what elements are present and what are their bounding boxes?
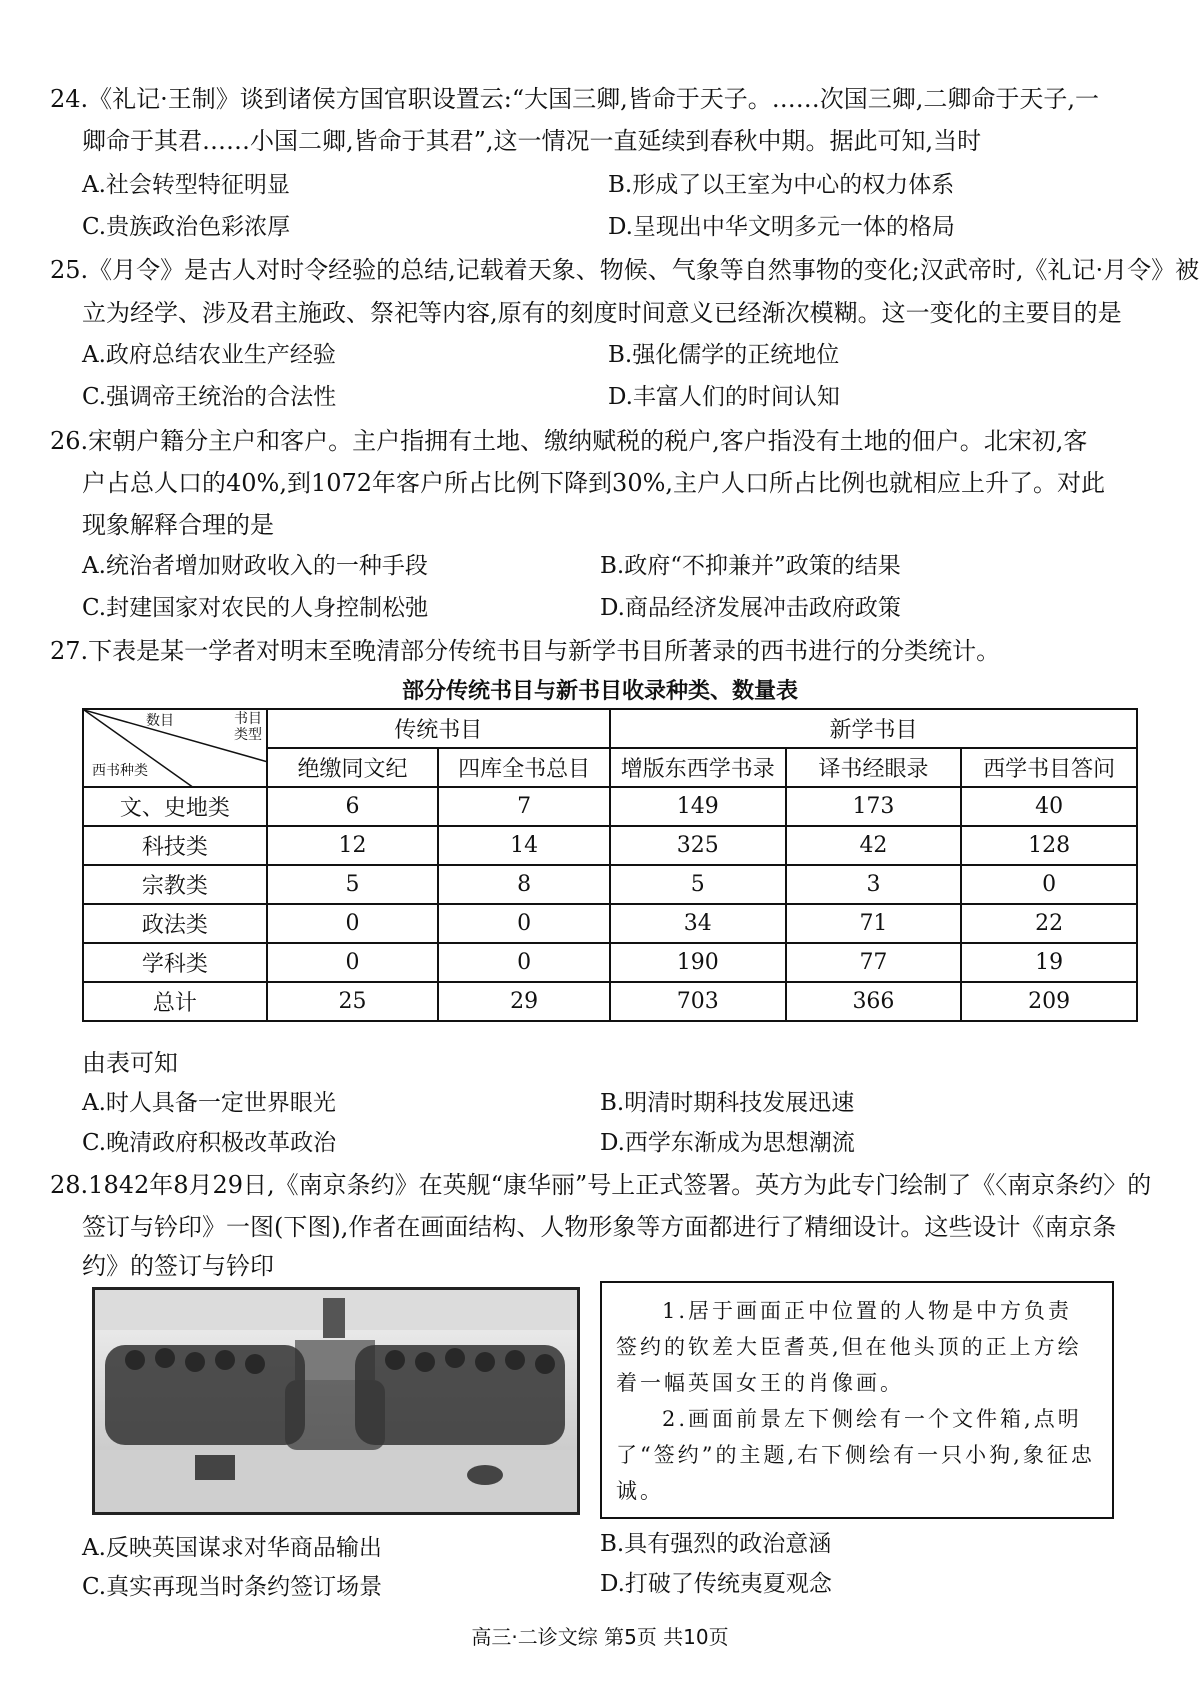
table-cell: 703	[610, 982, 786, 1021]
table-cell: 0	[438, 904, 610, 943]
row-label: 宗教类	[83, 865, 267, 904]
group-header-new: 新学书目	[610, 709, 1137, 748]
q26-line2: 户占总人口的40%,到1072年客户所占比例下降到30%,主户人口所占比例也就相应上升了。对此	[82, 469, 1106, 497]
table-cell: 366	[786, 982, 962, 1021]
row-label: 科技类	[83, 826, 267, 865]
row-label: 政法类	[83, 904, 267, 943]
table-cell: 71	[786, 904, 962, 943]
q27-option-a: A.时人具备一定世界眼光	[82, 1090, 336, 1116]
q26-option-a: A.统治者增加财政收入的一种手段	[82, 553, 428, 579]
group-header-traditional: 传统书目	[267, 709, 610, 748]
table-cell: 190	[610, 943, 786, 982]
q26-option-d: D.商品经济发展冲击政府政策	[600, 595, 901, 621]
painting-notes	[600, 1281, 1114, 1519]
column-header: 绝缴同文纪	[267, 748, 439, 787]
table-cell: 128	[961, 826, 1137, 865]
row-label: 文、史地类	[83, 787, 267, 826]
q28-line3: 约》的签订与钤印	[82, 1252, 274, 1280]
q25-line2: 立为经学、涉及君主施政、祭祀等内容,原有的刻度时间意义已经渐次模糊。这一变化的主要目的是	[82, 299, 1122, 327]
table-cell: 0	[961, 865, 1137, 904]
corner-label-type: 类型	[234, 727, 262, 743]
q28-option-b: B.具有强烈的政治意涵	[600, 1531, 832, 1557]
table-row	[83, 787, 1137, 826]
note-1: 1.居于画面正中位置的人物是中方负责签约的钦差大臣耆英,但在他头顶的正上方绘着一幅英国女王的肖像画。	[616, 1299, 1082, 1395]
table-cell: 12	[267, 826, 439, 865]
table-cell: 5	[610, 865, 786, 904]
q25-option-a: A.政府总结农业生产经验	[82, 342, 336, 368]
table-cell: 42	[786, 826, 962, 865]
table-cell: 0	[438, 943, 610, 982]
q25-option-c: C.强调帝王统治的合法性	[82, 384, 337, 410]
table-cell: 25	[267, 982, 439, 1021]
q24-option-c: C.贵族政治色彩浓厚	[82, 214, 291, 240]
column-header: 译书经眼录	[786, 748, 962, 787]
q24-option-d: D.呈现出中华文明多元一体的格局	[608, 214, 955, 240]
corner-label-western-books: 西书种类	[92, 763, 148, 779]
table-cell: 325	[610, 826, 786, 865]
corner-label-count: 数目	[146, 713, 174, 729]
table-cell: 77	[786, 943, 962, 982]
book-catalog-table	[82, 708, 1138, 1022]
table-cell: 34	[610, 904, 786, 943]
q27-option-c: C.晚清政府积极改革政治	[82, 1130, 337, 1156]
q28-option-a: A.反映英国谋求对华商品输出	[82, 1535, 382, 1561]
table-cell: 5	[267, 865, 439, 904]
treaty-signing-painting	[92, 1287, 580, 1515]
table-title: 部分传统书目与新书目收录种类、数量表	[401, 679, 798, 704]
table-cell: 29	[438, 982, 610, 1021]
q24-line2: 卿命于其君……小国二卿,皆命于其君”,这一情况一直延续到春秋中期。据此可知,当时	[82, 127, 982, 155]
table-cell: 6	[267, 787, 439, 826]
table-cell: 3	[786, 865, 962, 904]
table-row	[83, 826, 1137, 865]
corner-label-catalog: 书目	[234, 711, 262, 727]
table-corner-cell	[83, 709, 267, 787]
row-label: 总计	[83, 982, 267, 1021]
q27-lead: 由表可知	[82, 1049, 178, 1077]
q24-option-b: B.形成了以王室为中心的权力体系	[608, 172, 955, 198]
q28-option-d: D.打破了传统夷夏观念	[600, 1571, 832, 1597]
q28-line2: 签订与钤印》一图(下图),作者在画面结构、人物形象等方面都进行了精细设计。这些设计《南京条	[82, 1213, 1117, 1241]
q25-option-b: B.强化儒学的正统地位	[608, 342, 840, 368]
table-cell: 14	[438, 826, 610, 865]
q25-option-d: D.丰富人们的时间认知	[608, 384, 840, 410]
q26-option-b: B.政府“不抑兼并”政策的结果	[600, 553, 901, 579]
q27-option-d: D.西学东渐成为思想潮流	[600, 1130, 855, 1156]
table-row	[83, 982, 1137, 1021]
table-cell: 149	[610, 787, 786, 826]
q27-line1: 27.下表是某一学者对明末至晚清部分传统书目与新学书目所著录的西书进行的分类统计。	[50, 637, 1001, 665]
table-cell: 19	[961, 943, 1137, 982]
column-header: 四库全书总目	[438, 748, 610, 787]
table-cell: 8	[438, 865, 610, 904]
q24-option-a: A.社会转型特征明显	[82, 172, 290, 198]
table-cell: 209	[961, 982, 1137, 1021]
table-cell: 40	[961, 787, 1137, 826]
q26-line1: 26.宋朝户籍分主户和客户。主户指拥有土地、缴纳赋税的税户,客户指没有土地的佃户。北宋初,客	[50, 427, 1088, 455]
q26-line3: 现象解释合理的是	[82, 511, 274, 539]
q26-option-c: C.封建国家对农民的人身控制松弛	[82, 595, 429, 621]
table-row	[83, 865, 1137, 904]
table-cell: 22	[961, 904, 1137, 943]
table-cell: 173	[786, 787, 962, 826]
note-2: 2.画面前景左下侧绘有一个文件箱,点明了“签约”的主题,右下侧绘有一只小狗,象征忠诚。	[616, 1407, 1095, 1503]
table-row	[83, 904, 1137, 943]
q24-line1: 24.《礼记·王制》谈到诸侯方国官职设置云:“大国三卿,皆命于天子。……次国三卿,二卿命于天子,一	[50, 85, 1100, 113]
row-label: 学科类	[83, 943, 267, 982]
table-row	[83, 943, 1137, 982]
q28-line1: 28.1842年8月29日,《南京条约》在英舰“康华丽”号上正式签署。英方为此专门绘制了《〈南京条约〉的	[50, 1171, 1152, 1199]
table-cell: 0	[267, 904, 439, 943]
column-header: 增版东西学书录	[610, 748, 786, 787]
painting-illustration	[95, 1290, 577, 1512]
page-footer: 高三·二诊文综 第5页 共10页	[471, 1625, 729, 1649]
table-cell: 0	[267, 943, 439, 982]
column-header: 西学书目答问	[961, 748, 1137, 787]
q28-option-c: C.真实再现当时条约签订场景	[82, 1574, 383, 1600]
table-cell: 7	[438, 787, 610, 826]
q25-line1: 25.《月令》是古人对时令经验的总结,记载着天象、物候、气象等自然事物的变化;汉武帝时,《礼记·月令》被	[50, 256, 1200, 284]
q27-option-b: B.明清时期科技发展迅速	[600, 1090, 855, 1116]
